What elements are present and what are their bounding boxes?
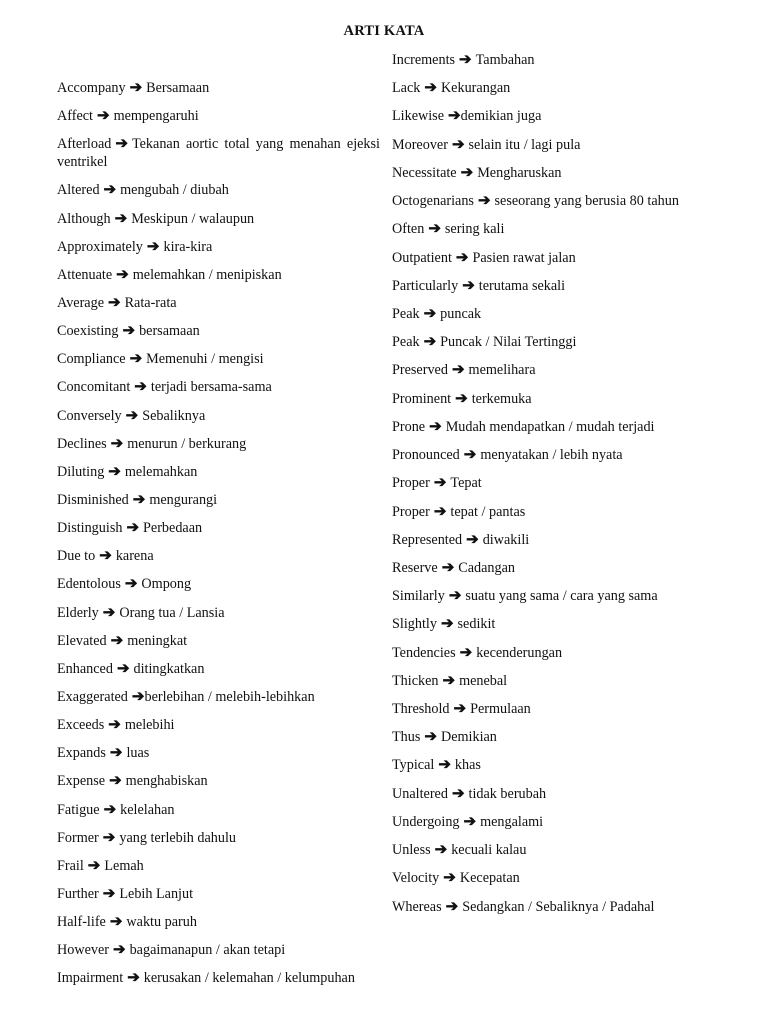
glossary-entry xyxy=(392,869,722,887)
right-arrow-icon: ➔ xyxy=(463,447,477,464)
entry-term: Thicken xyxy=(392,672,439,689)
glossary-entry xyxy=(392,644,722,662)
entry-meaning: melemahkan xyxy=(124,463,198,480)
glossary-entry xyxy=(392,474,722,492)
glossary-entry xyxy=(57,407,380,425)
right-arrow-icon: ➔ xyxy=(134,379,147,396)
glossary-entry xyxy=(57,857,380,875)
glossary-entry xyxy=(57,547,380,565)
entry-meaning: ditingkatkan xyxy=(133,660,205,677)
glossary-entry xyxy=(57,238,380,256)
entry-meaning: Rata-rata xyxy=(124,294,177,311)
entry-term: Reserve xyxy=(392,559,438,576)
entry-meaning: Puncak / Nilai Tertinggi xyxy=(440,334,577,351)
right-arrow-icon: ➔ xyxy=(129,80,143,96)
entry-term: Prone xyxy=(392,418,426,435)
right-arrow-icon: ➔ xyxy=(116,266,129,283)
right-arrow-icon: ➔ xyxy=(455,249,469,266)
right-arrow-icon: ➔ xyxy=(108,717,121,734)
right-arrow-icon: ➔ xyxy=(448,588,462,605)
entry-term: Impairment xyxy=(57,970,124,987)
glossary-entry xyxy=(57,322,380,340)
glossary-entry xyxy=(392,277,722,295)
right-arrow-icon: ➔ xyxy=(126,520,140,537)
entry-term: Afterload xyxy=(57,136,112,153)
entry-meaning: terjadi bersama-sama xyxy=(150,379,272,396)
entry-meaning: bagaimanapun / akan tetapi xyxy=(129,942,286,959)
right-arrow-icon: ➔ xyxy=(109,773,122,790)
entry-term: Threshold xyxy=(392,701,450,718)
right-arrow-icon: ➔ xyxy=(477,193,491,210)
glossary-entry xyxy=(57,79,380,97)
entry-meaning: yang terlebih dahulu xyxy=(119,829,236,846)
right-arrow-icon: ➔ xyxy=(129,351,143,368)
entry-meaning: kerusakan / kelemahan / kelumpuhan xyxy=(143,970,355,987)
entry-meaning: sering kali xyxy=(444,221,505,238)
entry-term: Whereas xyxy=(392,898,442,915)
right-arrow-icon: ➔ xyxy=(434,842,448,859)
entry-meaning: Perbedaan xyxy=(143,520,203,537)
entry-term: Expense xyxy=(57,773,106,790)
glossary-entry xyxy=(57,575,380,593)
right-arrow-icon: ➔ xyxy=(459,52,472,68)
right-arrow-icon: ➔ xyxy=(127,970,140,987)
entry-term: Concomitant xyxy=(57,379,131,396)
entry-term: Although xyxy=(57,210,111,227)
glossary-entry xyxy=(392,446,722,464)
entry-term: Exceeds xyxy=(57,717,105,734)
entry-meaning: berlebihan / melebih-lebihkan xyxy=(144,688,315,705)
entry-meaning: Lemah xyxy=(104,857,144,874)
entry-term: Necessitate xyxy=(392,164,457,181)
glossary-entry xyxy=(392,220,722,238)
entry-meaning: Meskipun / walaupun xyxy=(131,210,255,227)
entry-term: Peak xyxy=(392,305,420,322)
glossary-entry xyxy=(57,744,380,762)
entry-term: Proper xyxy=(392,475,430,492)
entry-term: Exaggerated xyxy=(57,688,128,705)
glossary-entry xyxy=(392,785,722,803)
glossary-entry xyxy=(57,435,380,453)
entry-meaning: suatu yang sama / cara yang sama xyxy=(465,588,658,605)
entry-term: Frail xyxy=(57,857,84,874)
entry-meaning: Mudah mendapatkan / mudah terjadi xyxy=(445,418,655,435)
entry-term: Edentolous xyxy=(57,576,121,593)
entry-term: Increments xyxy=(392,52,456,68)
right-arrow-icon: ➔ xyxy=(451,136,465,153)
glossary-entry xyxy=(57,491,380,509)
entry-meaning: terkemuka xyxy=(471,390,532,407)
right-arrow-icon: ➔ xyxy=(423,305,437,322)
right-arrow-icon: ➔ xyxy=(113,942,126,959)
glossary-right-column xyxy=(392,51,722,926)
glossary-entry xyxy=(392,418,722,436)
glossary-entry xyxy=(57,772,380,790)
right-arrow-icon: ➔ xyxy=(459,644,473,661)
glossary-entry xyxy=(392,559,722,577)
right-arrow-icon: ➔ xyxy=(122,323,136,340)
entry-meaning: waktu paruh xyxy=(126,914,197,931)
glossary-entry xyxy=(57,463,380,481)
right-arrow-icon: ➔ xyxy=(99,548,112,565)
right-arrow-icon: ➔ xyxy=(441,559,455,576)
right-arrow-icon: ➔ xyxy=(103,801,117,818)
entry-term: Likewise xyxy=(392,108,445,125)
glossary-entry xyxy=(57,913,380,931)
entry-meaning: diwakili xyxy=(482,531,530,548)
entry-meaning: Tambahan xyxy=(475,52,535,68)
right-arrow-icon: ➔ xyxy=(423,334,437,351)
entry-meaning: menyatakan / lebih nyata xyxy=(480,447,623,464)
glossary-entry xyxy=(57,801,380,819)
right-arrow-icon: ➔ xyxy=(438,757,451,774)
right-arrow-icon: ➔ xyxy=(463,813,477,830)
right-arrow-icon: ➔ xyxy=(462,277,475,294)
entry-term: Represented xyxy=(392,531,463,548)
glossary-entry xyxy=(392,361,722,379)
entry-meaning: luas xyxy=(126,745,150,762)
entry-term: Peak xyxy=(392,334,420,351)
glossary-entry xyxy=(57,181,380,199)
right-arrow-icon: ➔ xyxy=(132,491,146,508)
entry-meaning: menebal xyxy=(459,672,508,689)
glossary-entry xyxy=(57,266,380,284)
entry-meaning: kira-kira xyxy=(163,238,213,255)
entry-meaning: Tekanan aortic total yang menahan ejeksi ventrikel xyxy=(57,136,380,171)
entry-term: Average xyxy=(57,294,104,311)
entry-term: Unless xyxy=(392,842,431,859)
glossary-entry xyxy=(57,885,380,903)
entry-term: Conversely xyxy=(57,407,122,424)
entry-term: However xyxy=(57,942,109,959)
entry-term: Altered xyxy=(57,182,100,199)
glossary-entry xyxy=(392,333,722,351)
entry-meaning: karena xyxy=(115,548,154,565)
entry-term: Coexisting xyxy=(57,323,119,340)
entry-meaning: kecuali kalau xyxy=(451,842,527,859)
right-arrow-icon: ➔ xyxy=(102,829,116,846)
right-arrow-icon: ➔ xyxy=(451,785,465,802)
entry-term: Outpatient xyxy=(392,249,452,266)
glossary-entry xyxy=(392,503,722,521)
entry-meaning: menurun / berkurang xyxy=(127,435,247,452)
right-arrow-icon: ➔ xyxy=(87,857,101,874)
page-title: ARTI KATA xyxy=(343,23,425,39)
right-arrow-icon: ➔ xyxy=(146,238,160,255)
entry-meaning: menghabiskan xyxy=(125,773,208,790)
entry-meaning: Pasien rawat jalan xyxy=(472,249,576,266)
glossary-entry xyxy=(392,728,722,746)
entry-meaning: melebihi xyxy=(124,717,175,734)
right-arrow-icon: ➔ xyxy=(448,108,461,125)
entry-meaning: puncak xyxy=(440,305,482,322)
right-arrow-icon: ➔ xyxy=(124,576,138,593)
glossary-entry xyxy=(57,107,380,125)
entry-term: Slightly xyxy=(392,616,437,633)
glossary-entry xyxy=(57,688,380,706)
glossary-entry xyxy=(392,79,722,97)
right-arrow-icon: ➔ xyxy=(109,914,123,931)
glossary-entry xyxy=(392,305,722,323)
glossary-entry xyxy=(392,51,722,69)
entry-term: Thus xyxy=(392,729,421,746)
glossary-entry xyxy=(57,350,380,368)
entry-meaning: selain itu / lagi pula xyxy=(468,136,581,153)
entry-meaning: seseorang yang berusia 80 tahun xyxy=(494,193,679,210)
entry-meaning: memelihara xyxy=(468,362,536,379)
entry-term: Tendencies xyxy=(392,644,456,661)
glossary-entry xyxy=(57,716,380,734)
entry-meaning: Orang tua / Lansia xyxy=(119,604,225,621)
entry-term: Similarly xyxy=(392,588,445,605)
glossary-entry xyxy=(392,672,722,690)
entry-term: Elderly xyxy=(57,604,99,621)
glossary-entry xyxy=(392,390,722,408)
entry-term: Half-life xyxy=(57,914,106,931)
right-arrow-icon: ➔ xyxy=(110,632,124,649)
glossary-entry xyxy=(57,660,380,678)
right-arrow-icon: ➔ xyxy=(109,745,123,762)
right-arrow-icon: ➔ xyxy=(460,164,474,181)
right-arrow-icon: ➔ xyxy=(428,221,441,238)
right-arrow-icon: ➔ xyxy=(96,108,110,125)
entry-term: Typical xyxy=(392,757,435,774)
entry-term: Octogenarians xyxy=(392,193,474,210)
right-arrow-icon: ➔ xyxy=(103,182,117,199)
glossary-entry xyxy=(392,756,722,774)
glossary-entry xyxy=(392,192,722,210)
entry-meaning: Sedangkan / Sebaliknya / Padahal xyxy=(462,898,655,915)
glossary-entry xyxy=(57,135,380,171)
glossary-entry xyxy=(57,632,380,650)
entry-meaning: Mengharuskan xyxy=(477,164,562,181)
entry-meaning: tepat / pantas xyxy=(450,503,526,520)
entry-term: Proper xyxy=(392,503,430,520)
right-arrow-icon: ➔ xyxy=(433,475,447,492)
entry-term: Moreover xyxy=(392,136,448,153)
entry-meaning: tidak berubah xyxy=(468,785,547,802)
entry-term: Elevated xyxy=(57,632,107,649)
glossary-entry xyxy=(392,587,722,605)
entry-meaning: Sebaliknya xyxy=(142,407,206,424)
entry-term: Compliance xyxy=(57,351,126,368)
glossary-entry xyxy=(392,136,722,154)
glossary-entry xyxy=(392,700,722,718)
right-arrow-icon: ➔ xyxy=(429,418,442,435)
right-arrow-icon: ➔ xyxy=(466,531,479,548)
entry-term: Further xyxy=(57,885,99,902)
glossary-entry xyxy=(57,519,380,537)
right-arrow-icon: ➔ xyxy=(115,136,128,153)
entry-term: Accompany xyxy=(57,80,126,96)
entry-meaning: sedikit xyxy=(457,616,496,633)
entry-meaning: Kekurangan xyxy=(440,80,511,97)
right-arrow-icon: ➔ xyxy=(108,294,121,311)
entry-term: Expands xyxy=(57,745,106,762)
entry-meaning: Permulaan xyxy=(470,701,531,718)
entry-meaning: Demikian xyxy=(440,729,497,746)
right-arrow-icon: ➔ xyxy=(424,80,437,97)
right-arrow-icon: ➔ xyxy=(102,604,116,621)
entry-term: Preserved xyxy=(392,362,448,379)
glossary-entry xyxy=(57,378,380,396)
entry-term: Affect xyxy=(57,108,93,125)
entry-term: Enhanced xyxy=(57,660,113,677)
right-arrow-icon: ➔ xyxy=(424,729,437,746)
entry-meaning: khas xyxy=(454,757,481,774)
right-arrow-icon: ➔ xyxy=(131,688,145,705)
glossary-entry xyxy=(57,829,380,847)
entry-meaning: mempengaruhi xyxy=(113,108,199,125)
glossary-entry xyxy=(57,941,380,959)
entry-meaning: demikian juga xyxy=(460,108,542,125)
entry-meaning: mengubah / diubah xyxy=(120,182,229,199)
entry-meaning: meningkat xyxy=(127,632,188,649)
entry-term: Pronounced xyxy=(392,447,460,464)
entry-term: Distinguish xyxy=(57,520,123,537)
right-arrow-icon: ➔ xyxy=(442,672,456,689)
right-arrow-icon: ➔ xyxy=(433,503,447,520)
entry-term: Declines xyxy=(57,435,107,452)
glossary-entry xyxy=(57,604,380,622)
entry-meaning: Ompong xyxy=(141,576,192,593)
entry-term: Attenuate xyxy=(57,266,113,283)
entry-term: Former xyxy=(57,829,99,846)
right-arrow-icon: ➔ xyxy=(440,616,454,633)
entry-meaning: terutama sekali xyxy=(478,277,566,294)
glossary-entry xyxy=(57,294,380,312)
glossary-entry xyxy=(392,164,722,182)
entry-meaning: Bersamaan xyxy=(146,80,210,96)
entry-meaning: mengurangi xyxy=(149,491,218,508)
right-arrow-icon: ➔ xyxy=(114,210,128,227)
right-arrow-icon: ➔ xyxy=(102,885,116,902)
entry-term: Often xyxy=(392,221,425,238)
right-arrow-icon: ➔ xyxy=(110,435,124,452)
glossary-entry xyxy=(392,531,722,549)
right-arrow-icon: ➔ xyxy=(455,390,468,407)
entry-term: Prominent xyxy=(392,390,452,407)
right-arrow-icon: ➔ xyxy=(451,362,465,379)
entry-meaning: Tepat xyxy=(450,475,482,492)
entry-term: Due to xyxy=(57,548,96,565)
entry-meaning: mengalami xyxy=(480,813,544,830)
glossary-entry xyxy=(57,969,380,987)
glossary-entry xyxy=(392,898,722,916)
right-arrow-icon: ➔ xyxy=(453,701,467,718)
entry-meaning: Kecepatan xyxy=(459,870,520,887)
entry-term: Fatigue xyxy=(57,801,100,818)
entry-term: Particularly xyxy=(392,277,459,294)
right-arrow-icon: ➔ xyxy=(116,660,130,677)
entry-meaning: kelelahan xyxy=(120,801,175,818)
entry-term: Approximately xyxy=(57,238,143,255)
entry-meaning: Cadangan xyxy=(458,559,516,576)
entry-meaning: kecenderungan xyxy=(476,644,563,661)
entry-meaning: bersamaan xyxy=(139,323,200,340)
glossary-entry xyxy=(392,615,722,633)
entry-term: Lack xyxy=(392,80,421,97)
glossary-entry xyxy=(392,841,722,859)
entry-meaning: Lebih Lanjut xyxy=(119,885,194,902)
glossary-entry xyxy=(392,813,722,831)
right-arrow-icon: ➔ xyxy=(445,898,459,915)
entry-term: Disminished xyxy=(57,491,129,508)
entry-term: Velocity xyxy=(392,870,440,887)
glossary-left-column xyxy=(57,79,380,998)
entry-term: Unaltered xyxy=(392,785,448,802)
entry-term: Diluting xyxy=(57,463,105,480)
glossary-entry xyxy=(392,249,722,267)
entry-meaning: Memenuhi / mengisi xyxy=(146,351,264,368)
glossary-entry xyxy=(57,210,380,228)
right-arrow-icon: ➔ xyxy=(443,870,456,887)
entry-term: Undergoing xyxy=(392,813,460,830)
glossary-entry xyxy=(392,107,722,125)
entry-meaning: melemahkan / menipiskan xyxy=(132,266,282,283)
right-arrow-icon: ➔ xyxy=(108,463,121,480)
right-arrow-icon: ➔ xyxy=(125,407,139,424)
